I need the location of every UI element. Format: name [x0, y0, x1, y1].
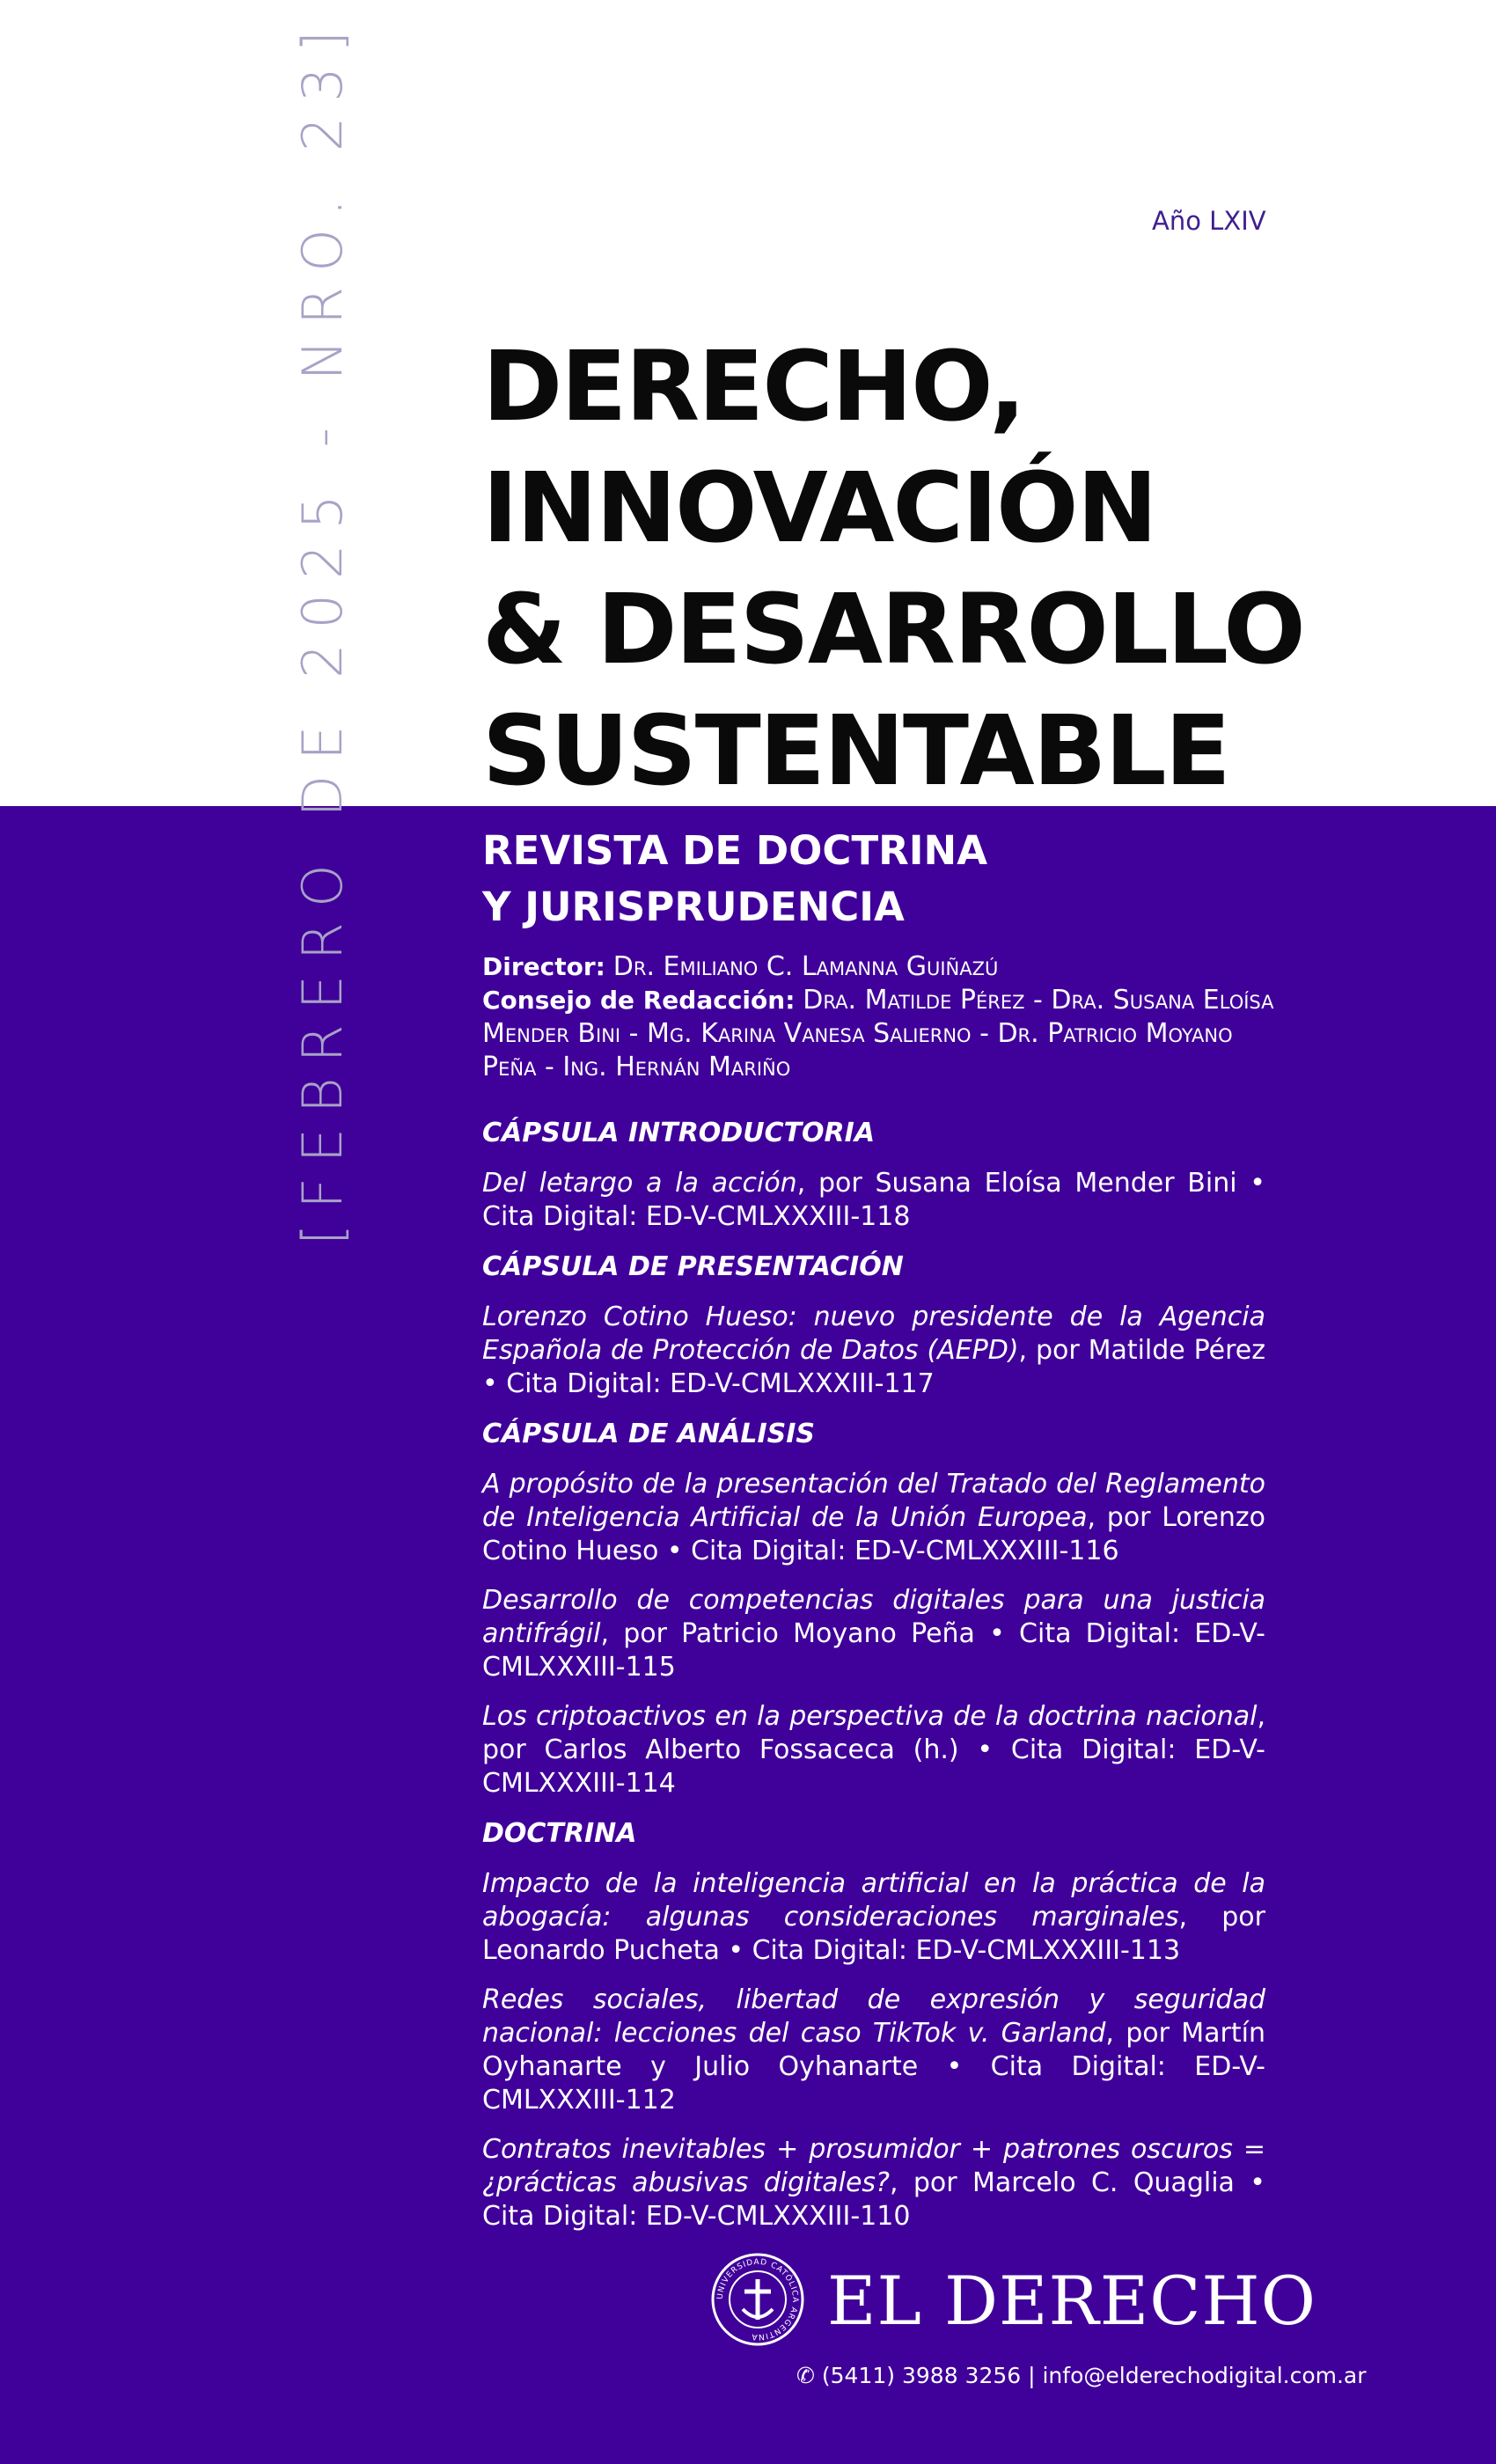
editorial-credits — [482, 950, 1274, 1084]
article-title: Del letargo a la acción — [482, 1168, 797, 1199]
article-title: Lorenzo Cotino Hueso: nuevo presidente de la Agencia Española de Protección de Datos (AEPD) — [482, 1302, 1265, 1366]
article-citation: , por Susana Eloísa Mender Bini • Cita Digital: ED-V-CMLXXXIII-118 — [482, 1168, 1266, 1232]
journal-title — [482, 326, 1362, 811]
university-seal-icon — [711, 2253, 804, 2346]
seal-text: UNIVERSIDAD CATÓLICA ARGENTINA — [715, 2257, 800, 2342]
article-title: Impacto de la inteligencia artificial en la práctica de la abogacía: algunas consideraciones marginales — [482, 1868, 1265, 1932]
section-heading: CÁPSULA INTRODUCTORIA — [482, 1118, 876, 1148]
article-title: Redes sociales, libertad de expresión y seguridad nacional: lecciones del caso TikTok v. Garland — [482, 1984, 1265, 2049]
year-label: Año LXIV — [1152, 206, 1266, 236]
subtitle-line: REVISTA DE DOCTRINA — [482, 827, 988, 874]
article-citation: , por Martín Oyhanarte y Julio Oyhanarte • Cita Digital: ED-V-CMLXXXIII-112 — [482, 2018, 1265, 2116]
section-heading: DOCTRINA — [482, 1818, 637, 1849]
article-title: A propósito de la presentación del Tratado del Reglamento de Inteligencia Artificial de la Unión Europea — [482, 1469, 1265, 1533]
title-line: & DESARROLLO — [482, 573, 1304, 686]
section-heading: CÁPSULA DE PRESENTACIÓN — [482, 1251, 904, 1282]
director-name: Dr. Emiliano C. Lamanna Guiñazú — [612, 951, 999, 982]
title-line: DERECHO, — [482, 330, 1024, 443]
article-entry — [482, 1167, 1265, 1234]
subtitle-line: Y JURISPRUDENCIA — [482, 884, 905, 930]
article-entry — [482, 1468, 1265, 1568]
article-citation: , por Matilde Pérez • Cita Digital: ED-V-CMLXXXIII-117 — [482, 1335, 1266, 1399]
article-title: Desarrollo de competencias digitales para una justicia antifrágil — [482, 1585, 1265, 1649]
el-derecho-logo — [711, 2253, 1345, 2350]
contact-info: ✆ (5411) 3988 3256 | info@elderechodigital.com.ar — [796, 2363, 1367, 2388]
article-entry — [482, 1301, 1265, 1401]
article-citation: , por Lorenzo Cotino Hueso • Cita Digital: ED-V-CMLXXXIII-116 — [482, 1502, 1265, 1566]
director-label: Director: — [482, 952, 605, 981]
director-line — [482, 950, 1274, 984]
article-citation: , por Patricio Moyano Peña • Cita Digital: ED-V-CMLXXXIII-115 — [482, 1618, 1265, 1683]
title-line: INNOVACIÓN — [482, 451, 1156, 564]
title-line: SUSTENTABLE — [482, 694, 1229, 807]
article-entry — [482, 1584, 1265, 1684]
section-heading: CÁPSULA DE ANÁLISIS — [482, 1419, 816, 1449]
article-entry — [482, 1700, 1265, 1800]
council-names: Dra. Matilde Pérez - Dra. Susana Eloísa Mender Bini - Mg. Karina Vanesa Salierno - Dr. Patricio Moyano Peña - Ing. Hernán Mariño — [482, 985, 1274, 1082]
council-line — [482, 984, 1274, 1084]
article-citation: , por Carlos Alberto Fossaceca (h.) • Cita Digital: ED-V-CMLXXXIII-114 — [482, 1701, 1265, 1799]
brand-name: EL DERECHO — [827, 2262, 1316, 2340]
table-of-contents — [482, 1116, 1265, 2249]
article-title: Los criptoactivos en la perspectiva de la doctrina nacional — [482, 1701, 1258, 1732]
article-citation: , por Leonardo Pucheta • Cita Digital: ED-V-CMLXXXIII-113 — [482, 1902, 1265, 1966]
article-citation: , por Marcelo C. Quaglia • Cita Digital: ED-V-CMLXXXIII-110 — [482, 2167, 1265, 2232]
article-entry — [482, 1867, 1265, 1968]
journal-subtitle — [482, 823, 1362, 935]
article-entry — [482, 2133, 1265, 2233]
article-title: Contratos inevitables + prosumidor + patrones oscuros = ¿prácticas abusivas digitales? — [482, 2134, 1265, 2198]
edition-vertical-label: [FEBRERO DE 2025 - NRO. 23] — [290, 16, 355, 1245]
council-label: Consejo de Redacción: — [482, 986, 796, 1015]
article-entry — [482, 1984, 1265, 2117]
